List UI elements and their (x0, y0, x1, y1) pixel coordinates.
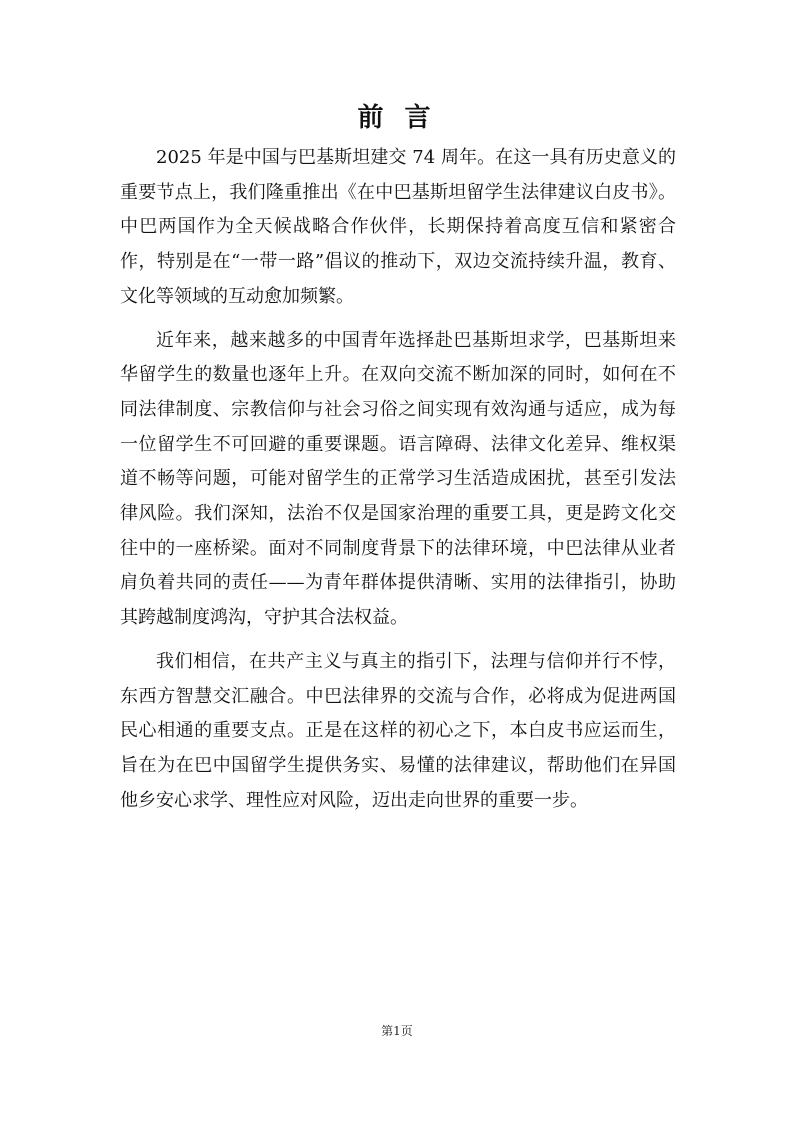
paragraph-2: 近年来，越来越多的中国青年选择赴巴基斯坦求学，巴基斯坦来华留学生的数量也逐年上升。在双向交流不断加深的同时，如何在不同法律制度、宗教信仰与社会习俗之间实现有效沟通与适应，成为每一位留学生不可回避的重要课题。语言障碍、法律文化差异、维权渠道不畅等问题，可能对留学生的正常学习生活造成困扰，甚至引发法律风险。我们深知，法治不仅是国家治理的重要工具，更是跨文化交往中的一座桥梁。面对不同制度背景下的法律环境，中巴法律从业者肩负着共同的责任——为青年群体提供清晰、实用的法律指引，协助其跨越制度鸿沟，守护其合法权益。 (120, 329, 676, 629)
paragraph-3: 我们相信，在共产主义与真主的指引下，法理与信仰并行不悖，东西方智慧交汇融合。中巴法律界的交流与合作，必将成为促进两国民心相通的重要支点。正是在这样的初心之下，本白皮书应运而生，旨在为在巴中国留学生提供务实、易懂的法律建议，帮助他们在异国他乡安心求学、理性应对风险，迈出走向世界的重要一步。 (120, 650, 676, 811)
paragraph-1: 2025 年是中国与巴基斯坦建交 74 周年。在这一具有历史意义的重要节点上，我们隆重推出《在中巴基斯坦留学生法律建议白皮书》。中巴两国作为全天候战略合作伙伴，长期保持着高度互信和紧密合作，特别是在“一带一路”倡议的推动下，双边交流持续升温，教育、文化等领域的互动愈加频繁。 (120, 147, 676, 307)
page-title: 前 言 (357, 103, 437, 133)
page-number: 第1页 (381, 1024, 413, 1038)
preface-body (120, 141, 676, 827)
